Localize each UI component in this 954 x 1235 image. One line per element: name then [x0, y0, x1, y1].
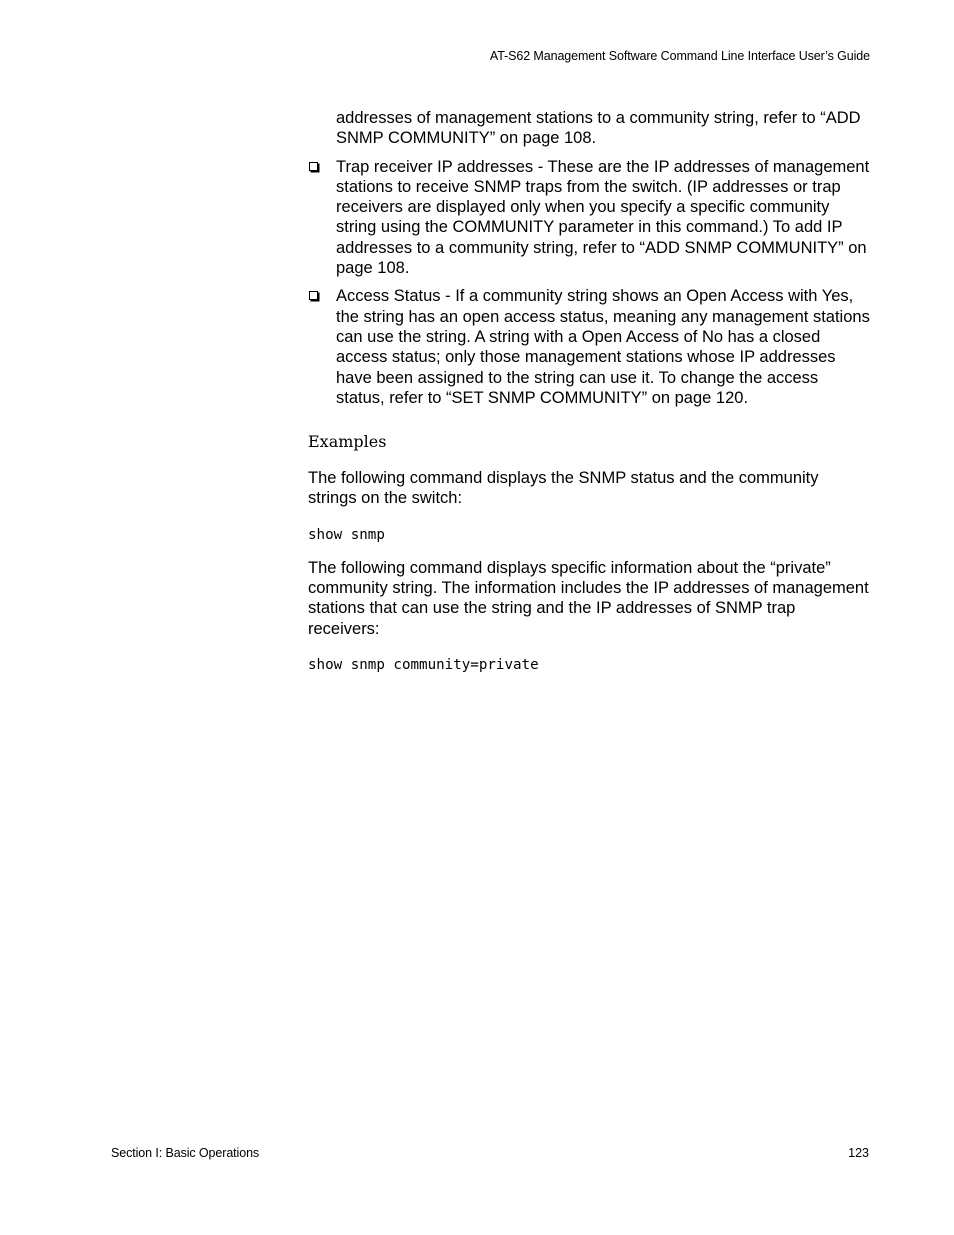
example-description-2: The following command displays specific information about the “private” community string. The information includes the IP addresses of management stations that can use the string and the IP addresses of SNMP trap receivers:	[308, 558, 869, 638]
bullet-item-access-status	[308, 286, 870, 408]
examples-heading: Examples	[308, 432, 387, 452]
page-content	[308, 108, 870, 674]
code-example-2: show snmp community=private	[308, 656, 539, 673]
checkbox-bullet-icon	[309, 162, 318, 171]
running-header: AT-S62 Management Software Command Line Interface User’s Guide	[489, 49, 870, 63]
checkbox-bullet-icon	[309, 291, 318, 300]
example-description-1: The following command displays the SNMP status and the community strings on the switch:	[308, 469, 819, 508]
bullet-text: Access Status - If a community string shows an Open Access with Yes, the string has an open access status, meaning any management stations can use the string. A string with a Open Access of No has a closed access status; only those management stations whose IP addresses have been assigned to the string can use it. To change the access status, refer to “SET SNMP COMMUNITY” on page 120.	[336, 287, 870, 407]
bullet-item-trap-receivers	[308, 157, 870, 279]
footer-section: Section I: Basic Operations	[111, 1146, 260, 1160]
code-example-1: show snmp	[308, 526, 385, 543]
page-number: 123	[848, 1146, 869, 1160]
bullet-text: Trap receiver IP addresses - These are the IP addresses of management stations to receive SNMP traps from the switch. (IP addresses or trap receivers are displayed only when you specify a specific community string using the COMMUNITY parameter in this command.) To add IP addresses to a community string, refer to “ADD SNMP COMMUNITY” on page 108.	[336, 157, 870, 278]
continued-paragraph: addresses of management stations to a community string, refer to “ADD SNMP COMMUNITY” on page 108.	[336, 109, 861, 148]
